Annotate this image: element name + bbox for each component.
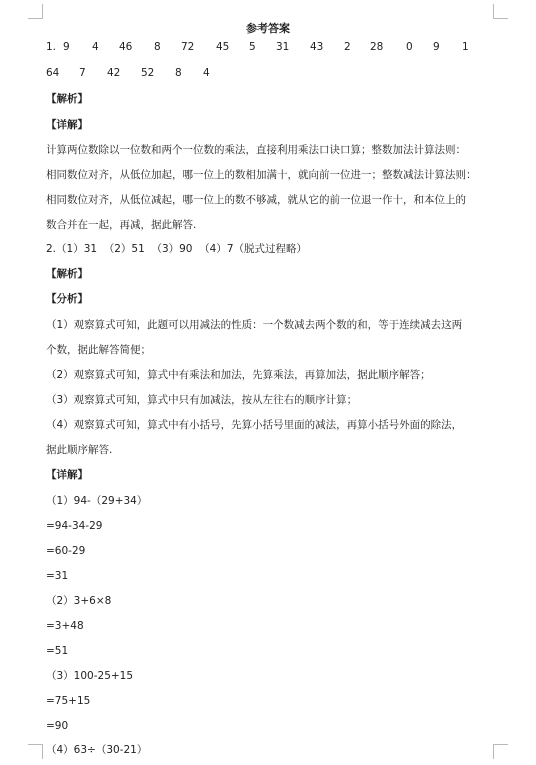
page-title: 参考答案 xyxy=(246,22,290,35)
q1-explanation-line: 数合并在一起，再减，据此解答. xyxy=(46,219,197,231)
q1-answers-row-2 xyxy=(46,66,246,80)
q1-explanation-line: 相同数位对齐，从低位减起，哪一位上的数不够减，就从它的前一位退一作十，和本位上的 xyxy=(46,194,466,206)
q2-answer-header: 2.（1）31 （2）51 （3）90 （4）7（脱式过程略） xyxy=(46,243,308,255)
answer-value: 4 xyxy=(203,67,210,79)
answer-value: 28 xyxy=(370,41,384,53)
q2-step-line: （1）94-（29+34） xyxy=(46,495,148,507)
q2-step-line: =94-34-29 xyxy=(46,520,103,532)
q1-explanation-line: 相同数位对齐，从低位加起，哪一位上的数相加满十，就向前一位进一；整数减法计算法则： xyxy=(46,169,477,181)
crop-mark-top-left xyxy=(28,4,43,19)
q2-step-line: （3）100-25+15 xyxy=(46,670,134,682)
q2-analysis-line: （4）观察算式可知，算式中有小括号，先算小括号里面的减法，再算小括号外面的除法， xyxy=(46,419,463,431)
q2-step-line: （4）63÷（30-21） xyxy=(46,744,148,756)
q2-step-line: =31 xyxy=(46,570,69,582)
answer-value: 46 xyxy=(119,41,133,53)
answer-value: 42 xyxy=(107,67,121,79)
q2-step-line: =60-29 xyxy=(46,545,86,557)
q1-explanation-line: 计算两位数除以一位数和两个一位数的乘法，直接利用乘法口诀口算；整数加法计算法则： xyxy=(46,144,466,156)
q2-analysis-line: （3）观察算式可知，算式中只有加减法，按从左往右的顺序计算； xyxy=(46,394,358,406)
q2-step-line: =3+48 xyxy=(46,620,84,632)
q1-answers-row-1 xyxy=(46,40,506,54)
q2-xiangjie-heading: 【详解】 xyxy=(46,469,88,481)
q1-jiexi-heading: 【解析】 xyxy=(46,93,88,105)
crop-mark-bottom-right xyxy=(493,744,508,759)
answer-value: 72 xyxy=(181,41,195,53)
answer-value: 2 xyxy=(344,41,351,53)
q2-jiexi-heading: 【解析】 xyxy=(46,268,88,280)
answer-value: 8 xyxy=(175,67,182,79)
crop-mark-bottom-left xyxy=(28,744,43,759)
answer-value: 31 xyxy=(276,41,290,53)
q2-analysis-line: （1）观察算式可知，此题可以用减法的性质：一个数减去两个数的和，等于连续减去这两 xyxy=(46,319,463,331)
q2-analysis-line: （2）观察算式可知，算式中有乘法和加法，先算乘法，再算加法，据此顺序解答； xyxy=(46,369,431,381)
answer-value: 5 xyxy=(249,41,256,53)
q2-fenxi-heading: 【分析】 xyxy=(46,293,88,305)
answer-value: 43 xyxy=(310,41,324,53)
answer-value: 9 xyxy=(433,41,440,53)
q2-step-line: =51 xyxy=(46,645,69,657)
answer-value: 1 xyxy=(462,41,469,53)
answer-value: 4 xyxy=(92,41,99,53)
answer-value: 45 xyxy=(216,41,230,53)
answer-value: 9 xyxy=(63,41,70,53)
q2-analysis-line: 据此顺序解答. xyxy=(46,444,113,456)
answer-value: 52 xyxy=(141,67,155,79)
q2-step-line: =75+15 xyxy=(46,695,91,707)
q1-label: 1. xyxy=(46,41,57,53)
answer-value: 8 xyxy=(154,41,161,53)
q2-step-line: （2）3+6×8 xyxy=(46,595,112,607)
crop-mark-top-right xyxy=(493,4,508,19)
q1-xiangjie-heading: 【详解】 xyxy=(46,119,88,131)
q2-step-line: =90 xyxy=(46,720,69,732)
answer-value: 7 xyxy=(79,67,86,79)
q2-analysis-line: 个数，据此解答简便； xyxy=(46,344,151,356)
answer-value: 0 xyxy=(406,41,413,53)
answer-value: 64 xyxy=(46,67,60,79)
